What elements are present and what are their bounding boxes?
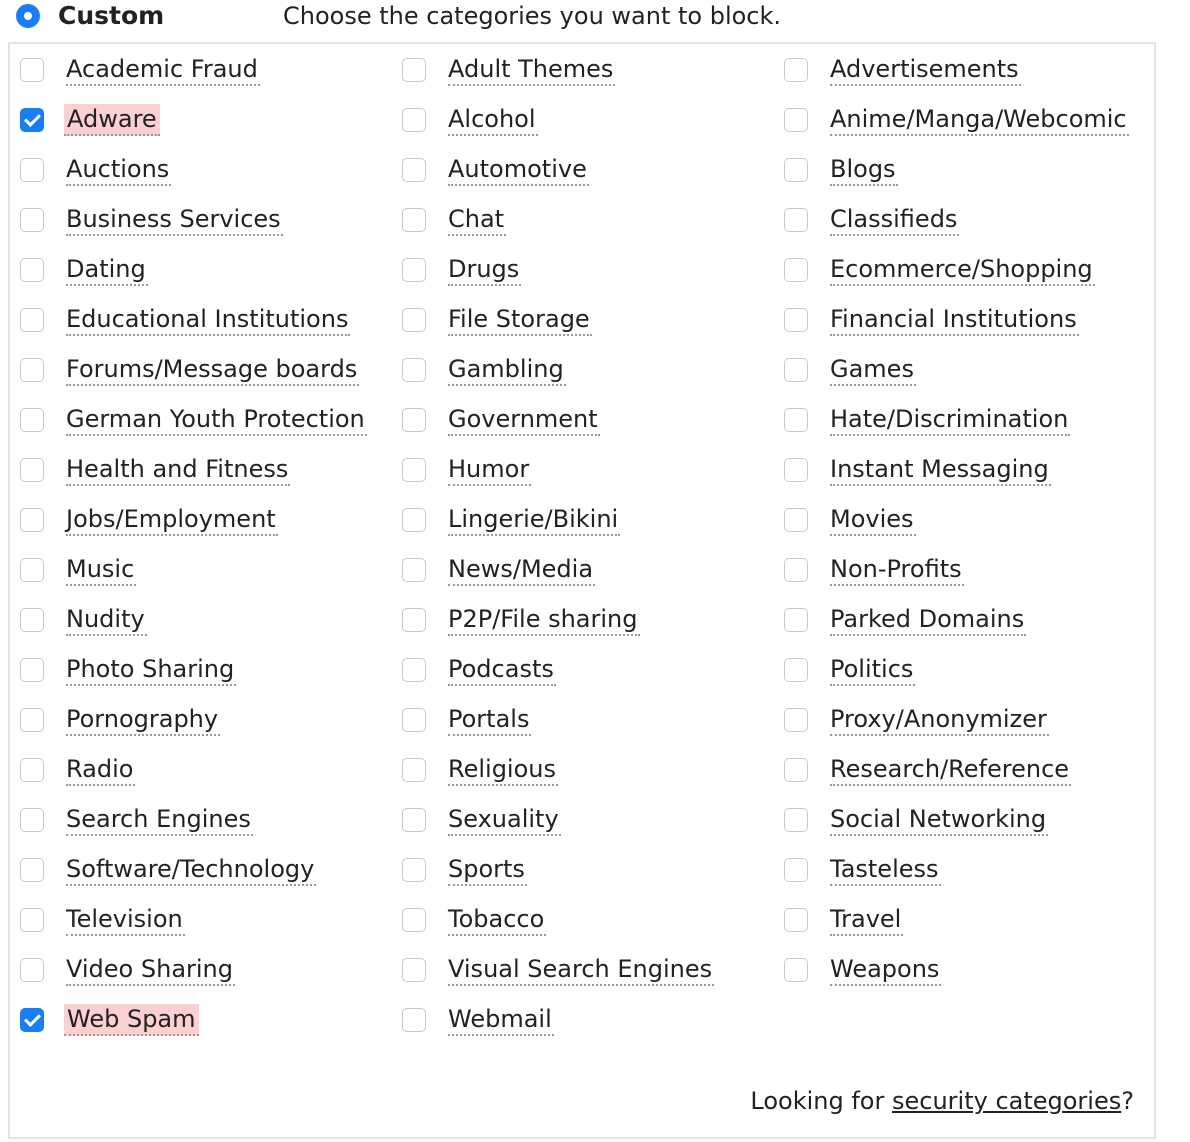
security-categories-link[interactable]: security categories: [891, 1087, 1122, 1115]
category-label[interactable]: Advertisements: [830, 54, 1021, 86]
category-checkbox[interactable]: [784, 758, 808, 782]
category-checkbox[interactable]: [20, 108, 44, 132]
category-checkbox[interactable]: [784, 958, 808, 982]
category-label[interactable]: Adware: [64, 104, 160, 136]
category-label[interactable]: Research/Reference: [830, 754, 1071, 786]
category-checkbox[interactable]: [20, 708, 44, 732]
category-label[interactable]: Search Engines: [66, 804, 253, 836]
category-checkbox[interactable]: [402, 758, 426, 782]
category-label[interactable]: Business Services: [66, 204, 283, 236]
category-label[interactable]: Tobacco: [448, 904, 546, 936]
category-label[interactable]: Visual Search Engines: [448, 954, 714, 986]
category-checkbox[interactable]: [20, 758, 44, 782]
category-checkbox[interactable]: [20, 358, 44, 382]
category-checkbox[interactable]: [20, 808, 44, 832]
category-checkbox[interactable]: [784, 808, 808, 832]
category-label[interactable]: Sports: [448, 854, 527, 886]
category-checkbox[interactable]: [402, 708, 426, 732]
category-checkbox[interactable]: [784, 708, 808, 732]
category-checkbox[interactable]: [784, 58, 808, 82]
category-checkbox[interactable]: [784, 558, 808, 582]
category-checkbox[interactable]: [402, 858, 426, 882]
category-label[interactable]: Software/Technology: [66, 854, 316, 886]
security-categories-note: [750, 1086, 1134, 1116]
category-checkbox[interactable]: [20, 208, 44, 232]
category-label[interactable]: Classifieds: [830, 204, 959, 236]
category-label[interactable]: Radio: [66, 754, 135, 786]
category-checkbox[interactable]: [402, 108, 426, 132]
category-checkbox[interactable]: [784, 208, 808, 232]
category-checkbox[interactable]: [402, 358, 426, 382]
category-checkbox[interactable]: [402, 808, 426, 832]
category-checkbox[interactable]: [20, 158, 44, 182]
category-label[interactable]: Podcasts: [448, 654, 556, 686]
category-label[interactable]: Games: [830, 354, 916, 386]
category-label[interactable]: Religious: [448, 754, 558, 786]
category-checkbox[interactable]: [402, 258, 426, 282]
category-label[interactable]: Lingerie/Bikini: [448, 504, 620, 536]
category-checkbox[interactable]: [20, 558, 44, 582]
category-label[interactable]: German Youth Protection: [66, 404, 367, 436]
category-checkbox[interactable]: [20, 58, 44, 82]
category-checkbox[interactable]: [784, 258, 808, 282]
category-checkbox[interactable]: [20, 308, 44, 332]
category-label[interactable]: Anime/Manga/Webcomic: [830, 104, 1129, 136]
category-label[interactable]: Non-Profits: [830, 554, 964, 586]
category-label[interactable]: Forums/Message boards: [66, 354, 359, 386]
category-label[interactable]: Chat: [448, 204, 506, 236]
category-label[interactable]: Weapons: [830, 954, 941, 986]
category-checkbox[interactable]: [402, 558, 426, 582]
category-label[interactable]: Photo Sharing: [66, 654, 236, 686]
category-checkbox[interactable]: [784, 858, 808, 882]
custom-radio-button[interactable]: [16, 4, 40, 28]
category-checkbox[interactable]: [784, 358, 808, 382]
category-label[interactable]: Politics: [830, 654, 915, 686]
mode-header: [0, 0, 1190, 40]
category-label[interactable]: Health and Fitness: [66, 454, 290, 486]
category-label[interactable]: Alcohol: [448, 104, 538, 136]
category-checkbox[interactable]: [402, 208, 426, 232]
category-label[interactable]: Hate/Discrimination: [830, 404, 1070, 436]
category-label[interactable]: Social Networking: [830, 804, 1048, 836]
category-label[interactable]: Adult Themes: [448, 54, 615, 86]
category-label[interactable]: Pornography: [66, 704, 220, 736]
category-checkbox[interactable]: [784, 608, 808, 632]
category-label[interactable]: Financial Institutions: [830, 304, 1079, 336]
category-checkbox[interactable]: [784, 658, 808, 682]
category-label[interactable]: Academic Fraud: [66, 54, 260, 86]
category-checkbox[interactable]: [20, 658, 44, 682]
category-checkbox[interactable]: [20, 1008, 44, 1032]
category-checkbox[interactable]: [20, 858, 44, 882]
category-label[interactable]: Government: [448, 404, 600, 436]
category-checkbox[interactable]: [402, 458, 426, 482]
category-label[interactable]: Travel: [830, 904, 903, 936]
category-checkbox[interactable]: [402, 58, 426, 82]
category-checkbox[interactable]: [402, 408, 426, 432]
category-label[interactable]: Video Sharing: [66, 954, 235, 986]
category-checkbox[interactable]: [20, 608, 44, 632]
category-checkbox[interactable]: [784, 458, 808, 482]
category-checkbox[interactable]: [402, 658, 426, 682]
category-checkbox[interactable]: [402, 608, 426, 632]
category-checkbox[interactable]: [784, 108, 808, 132]
category-checkbox[interactable]: [784, 408, 808, 432]
category-label[interactable]: Dating: [66, 254, 148, 286]
category-label[interactable]: Automotive: [448, 154, 589, 186]
category-checkbox[interactable]: [20, 408, 44, 432]
category-label[interactable]: Ecommerce/Shopping: [830, 254, 1095, 286]
category-checkbox[interactable]: [402, 508, 426, 532]
category-label[interactable]: Webmail: [448, 1004, 554, 1036]
category-label[interactable]: Drugs: [448, 254, 521, 286]
category-checkbox[interactable]: [20, 508, 44, 532]
category-checkbox[interactable]: [402, 908, 426, 932]
category-label[interactable]: Parked Domains: [830, 604, 1026, 636]
custom-mode-label[interactable]: Custom: [58, 1, 165, 30]
category-label[interactable]: Proxy/Anonymizer: [830, 704, 1049, 736]
category-label[interactable]: Portals: [448, 704, 531, 736]
category-label[interactable]: File Storage: [448, 304, 592, 336]
category-label[interactable]: Television: [66, 904, 185, 936]
category-label[interactable]: Blogs: [830, 154, 898, 186]
category-label[interactable]: Web Spam: [64, 1004, 199, 1036]
category-label[interactable]: Jobs/Employment: [66, 504, 278, 536]
category-checkbox[interactable]: [784, 908, 808, 932]
category-label[interactable]: News/Media: [448, 554, 595, 586]
category-label[interactable]: Instant Messaging: [830, 454, 1051, 486]
category-checkbox[interactable]: [20, 458, 44, 482]
category-label[interactable]: Educational Institutions: [66, 304, 350, 336]
category-label[interactable]: P2P/File sharing: [448, 604, 640, 636]
footer-suffix: ?: [1121, 1087, 1134, 1115]
category-label[interactable]: Tasteless: [830, 854, 941, 886]
category-label[interactable]: Humor: [448, 454, 531, 486]
category-checkbox[interactable]: [20, 258, 44, 282]
category-checkbox[interactable]: [402, 308, 426, 332]
category-label[interactable]: Auctions: [66, 154, 171, 186]
category-label[interactable]: Gambling: [448, 354, 566, 386]
category-checkbox[interactable]: [20, 908, 44, 932]
category-label[interactable]: Music: [66, 554, 136, 586]
footer-prefix: Looking for: [750, 1087, 892, 1115]
category-checkbox[interactable]: [20, 958, 44, 982]
category-panel: [8, 42, 1156, 1139]
category-label[interactable]: Movies: [830, 504, 916, 536]
category-checkbox[interactable]: [402, 1008, 426, 1032]
category-checkbox[interactable]: [402, 958, 426, 982]
category-label[interactable]: Sexuality: [448, 804, 561, 836]
category-label[interactable]: Nudity: [66, 604, 147, 636]
category-checkbox[interactable]: [784, 508, 808, 532]
instruction-text: Choose the categories you want to block.: [283, 2, 782, 30]
category-checkbox[interactable]: [402, 158, 426, 182]
category-checkbox[interactable]: [784, 158, 808, 182]
category-checkbox[interactable]: [784, 308, 808, 332]
